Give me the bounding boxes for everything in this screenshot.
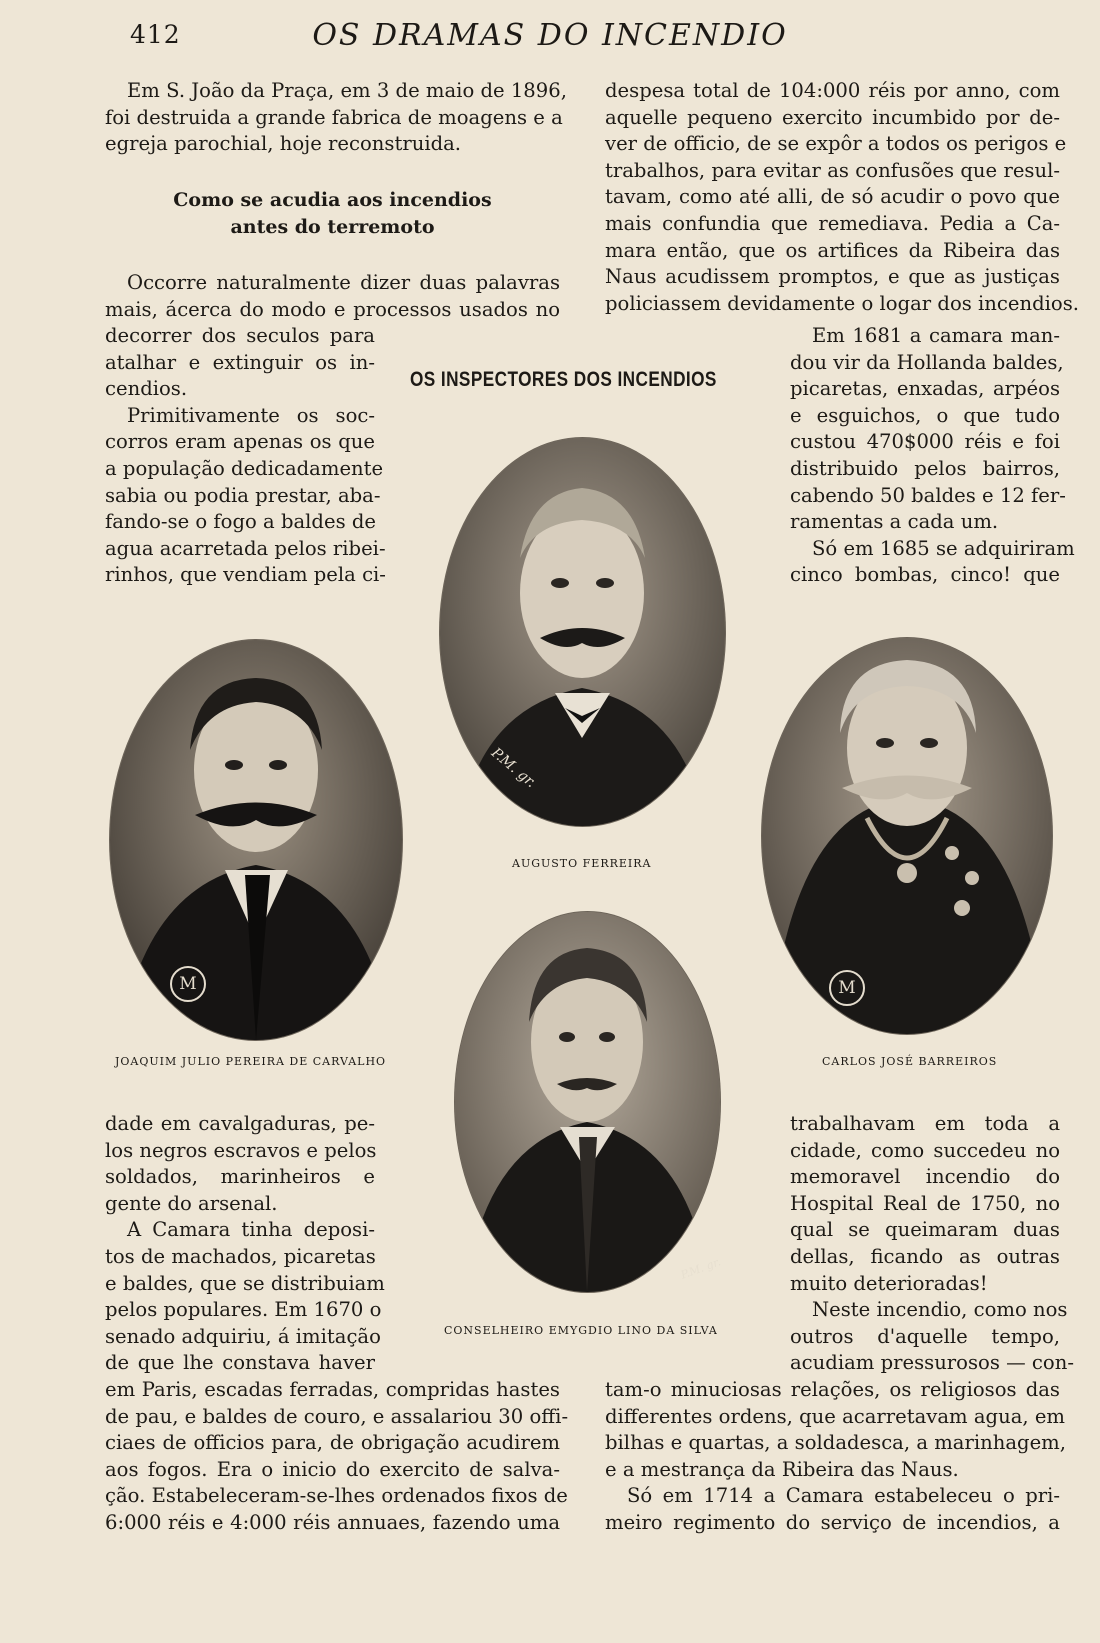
text-line: muito deterioradas! (790, 1271, 988, 1295)
text-line: aquelle pequeno exercito incumbido por de- (605, 105, 1060, 129)
text-line: differentes ordens, que acarretavam agua, em (605, 1404, 1066, 1428)
text-line: tam-o minuciosas relações, os religiosos das (605, 1378, 1060, 1401)
text-line: cinco bombas, cinco! que (790, 563, 1060, 587)
text-line: de pau, e baldes de couro, e assalariou 30 offi- (105, 1404, 569, 1428)
subheading-line: Como se acudia aos incendios (173, 189, 492, 211)
text-line: dellas, ficando as outras (790, 1244, 1060, 1268)
monogram-mark: M (829, 970, 865, 1006)
text-line: ciaes de officios para, de obrigação acudirem (105, 1431, 560, 1455)
text-line: trabalhavam em toda a (790, 1112, 1060, 1135)
portrait-emygdio-image (455, 912, 723, 1292)
text-line: decorrer dos seculos para (105, 324, 375, 347)
col1-top-paragraph (105, 78, 567, 158)
text-line: bilhas e quartas, a soldadesca, a marinhagem, (605, 1431, 1066, 1455)
text-line: meiro regimento do serviço de incendios, a (605, 1510, 1060, 1534)
text-line: despesa total de 104:000 réis por anno, com (605, 79, 1060, 102)
caption-emygdio-lino: CONSELHEIRO EMYGDIO LINO DA SILVA (444, 1324, 718, 1337)
text-line: sabia ou podia prestar, aba- (105, 483, 381, 507)
text-line: dou vir da Hollanda baldes, (790, 350, 1064, 374)
text-line: A Camara tinha deposi- (127, 1218, 375, 1242)
text-line: trabalhos, para evitar as confusões que resul- (605, 158, 1060, 182)
text-line: 6:000 réis e 4:000 réis annuaes, fazendo uma (105, 1510, 560, 1534)
text-line: Só em 1714 a Camara estabeleceu o pri- (627, 1484, 1060, 1508)
text-line: atalhar e extinguir os in- (105, 350, 375, 374)
text-line: gente do arsenal. (105, 1191, 278, 1215)
portrait-carlos-jose (762, 638, 1052, 1034)
portrait-emygdio-lino (455, 912, 723, 1292)
col2-bottom-wide (605, 1377, 1066, 1537)
text-line: fando-se o fogo a baldes de (105, 510, 376, 534)
text-line: mais confundia que remediava. Pedia a Ca- (605, 211, 1060, 235)
text-line: Primitivamente os soc- (127, 403, 375, 427)
text-line: soldados, marinheiros e (105, 1165, 375, 1189)
text-line: cabendo 50 baldes e 12 fer- (790, 483, 1066, 507)
text-line: mara então, que os artifices da Ribeira das (605, 238, 1060, 262)
text-line: Só em 1685 se adquiriram (812, 536, 1075, 560)
text-line: ramentas a cada um. (790, 510, 999, 534)
text-line: agua acarretada pelos ribei- (105, 536, 386, 560)
col2-right-narrow (790, 323, 1075, 589)
text-line: distribuido pelos bairros, (790, 456, 1060, 480)
text-line: Occorre naturalmente dizer duas palavras (127, 271, 560, 294)
subheading (105, 187, 560, 241)
text-line: memoravel incendio do (790, 1165, 1060, 1189)
col1-bottom-wide (105, 1377, 569, 1537)
text-line: dade em cavalgaduras, pe- (105, 1112, 375, 1135)
caption-carlos-jose: CARLOS JOSÉ BARREIROS (822, 1055, 998, 1068)
text-line: mais, ácerca do modo e processos usados no (105, 297, 560, 321)
text-line: aos fogos. Era o inicio do exercito de salva- (105, 1457, 560, 1481)
text-line: foi destruida a grande fabrica de moagens e a (105, 105, 563, 129)
subheading-line: antes do terremoto (230, 216, 435, 238)
text-line: cendios. (105, 377, 188, 401)
engraver-signature: P.M. gr. (679, 1255, 723, 1282)
text-line: ver de officio, de se expôr a todos os perigos e (605, 132, 1067, 156)
text-line: a população dedicadamente (105, 456, 384, 480)
text-line: egreja parochial, hoje reconstruida. (105, 132, 462, 156)
text-line: corros eram apenas os que (105, 430, 375, 454)
monogram-mark: M (170, 966, 206, 1002)
text-line: Neste incendio, como nos (812, 1298, 1068, 1322)
engraver-signature: P.M. gr. (488, 744, 539, 792)
text-line: qual se queimaram duas (790, 1218, 1060, 1242)
section-title: OS INSPECTORES DOS INCENDIOS (410, 368, 717, 391)
text-line: senado adquiriu, á imitação (105, 1324, 381, 1348)
text-line: Em 1681 a camara man- (812, 324, 1060, 347)
text-line: e a mestrança da Ribeira das Naus. (605, 1457, 959, 1481)
text-line: los negros escravos e pelos (105, 1138, 377, 1162)
text-line: e esguichos, o que tudo (790, 403, 1060, 427)
text-line: pelos populares. Em 1670 o (105, 1298, 382, 1322)
text-line: ção. Estabeleceram-se-lhes ordenados fixos de (105, 1484, 568, 1508)
text-line: Em S. João da Praça, em 3 de maio de 1896, (127, 79, 567, 102)
portrait-joaquim-image (110, 640, 402, 1040)
col1-narrow-lines (105, 323, 386, 589)
text-line: tos de machados, picaretas (105, 1244, 376, 1268)
text-line: Naus acudissem promptos, e que as justiças (605, 265, 1060, 289)
text-line: acudiam pressurosos — con- (790, 1351, 1074, 1375)
text-line: custou 470$000 réis e foi (790, 430, 1060, 454)
text-line: em Paris, escadas ferradas, compridas hastes (105, 1378, 560, 1401)
caption-augusto-ferreira: AUGUSTO FERREIRA (512, 857, 652, 870)
portrait-augusto-ferreira (440, 438, 725, 826)
text-line: picaretas, enxadas, arpéos (790, 377, 1060, 401)
text-line: Hospital Real de 1750, no (790, 1191, 1060, 1215)
col2-bottom-narrow (790, 1111, 1074, 1377)
running-title: OS DRAMAS DO INCENDIO (312, 18, 788, 53)
col1-bottom-narrow (105, 1111, 385, 1377)
text-line: de que lhe constava haver (105, 1351, 375, 1375)
page-number: 412 (130, 20, 181, 49)
text-line: e baldes, que se distribuiam (105, 1271, 385, 1295)
col1-wide-lines (105, 270, 560, 323)
portrait-carlos-image (762, 638, 1052, 1034)
portrait-augusto-image (440, 438, 725, 826)
text-line: cidade, como succedeu no (790, 1138, 1060, 1162)
portrait-joaquim-julio (110, 640, 402, 1040)
col2-top-paragraph (605, 78, 1079, 317)
text-line: outros d'aquelle tempo, (790, 1324, 1060, 1348)
caption-joaquim-julio: JOAQUIM JULIO PEREIRA DE CARVALHO (115, 1055, 387, 1068)
text-line: rinhos, que vendiam pela ci- (105, 563, 386, 587)
text-line: policiassem devidamente o logar dos incendios. (605, 291, 1079, 315)
text-line: tavam, como até alli, de só acudir o povo que (605, 185, 1060, 209)
